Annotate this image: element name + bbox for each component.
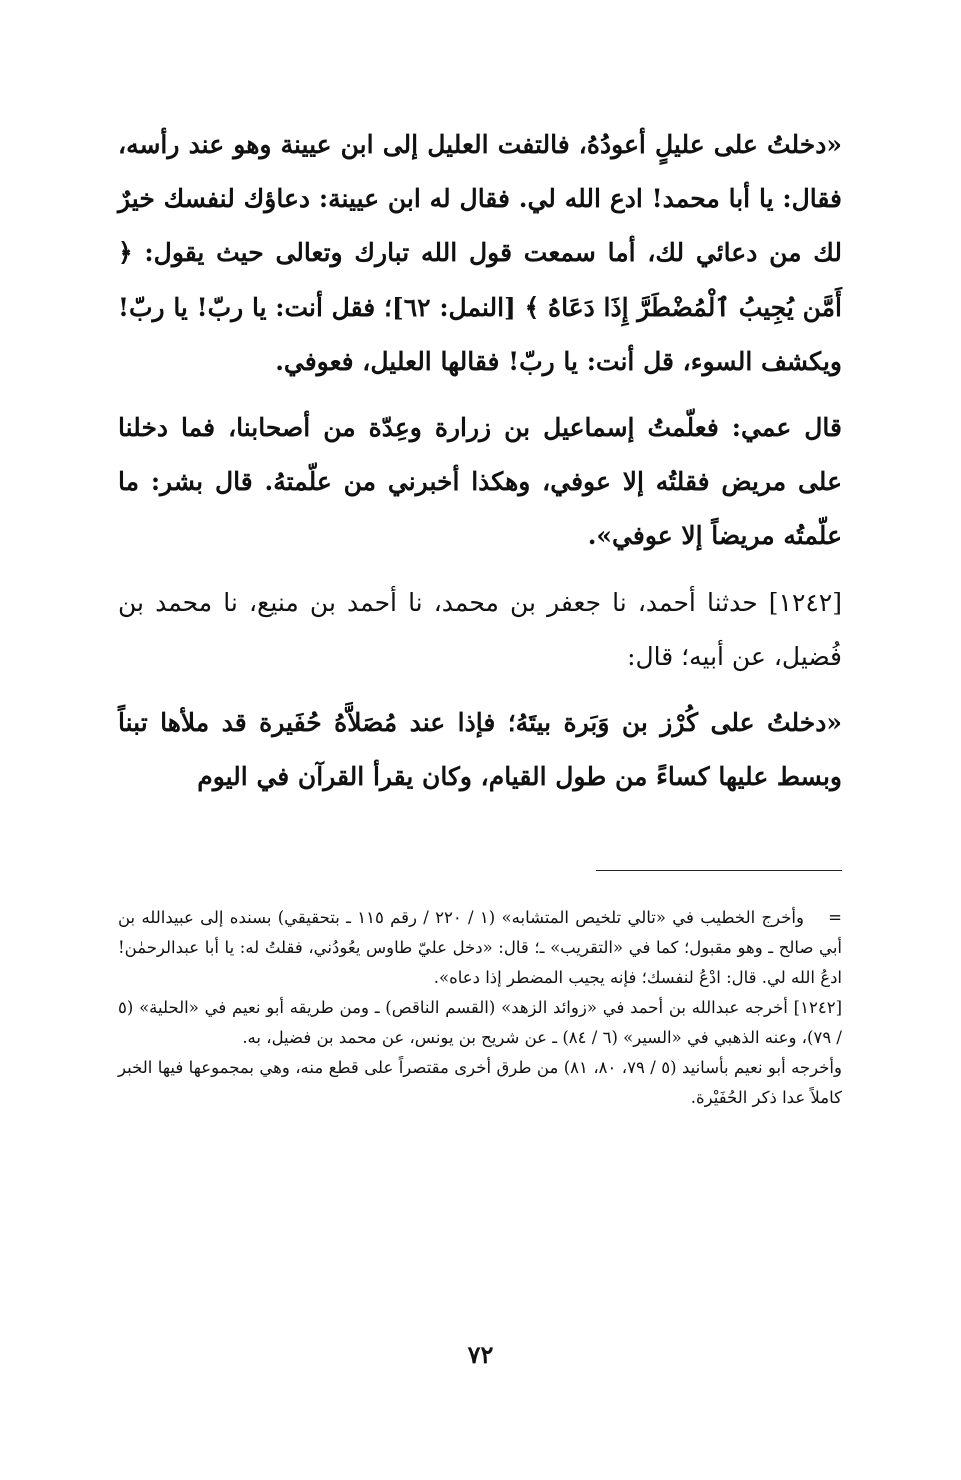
paragraph-quote-3: «دخلتُ على كُرْز بن وَبَرة بيتَهُ؛ فإذا عند مُصَلاَّهُ حُفَيرة قد ملأها تبناً وبسط عليها كساءً من طول القيام، وكان يقرأ القرآن في اليوم [118, 708, 842, 792]
paragraph-quote-2: قال عمي: فعلّمتُ إسماعيل بن زرارة وعِدّة من أصحابنا، فما دخلنا على مريض فقلتُه إلا عوفي، وهكذا أخبرني من علّمتهُ. قال بشر: ما علّمتُه مريضاً إلا عوفي». [118, 413, 842, 551]
paragraph-quote-1: «دخلتُ على عليلٍ أعودُهُ، فالتفت العليل إلى ابن عيينة وهو عند رأسه، فقال: يا أبا محمد! ادع الله لي. فقال له ابن عيينة: دعاؤك لنفسك خيرٌ لك من دعائي لك، أما سمعت قول الله تبارك وتعالى حيث يقول: ﴿ أَمَّن يُجِيبُ ٱلْمُضْطَرَّ إِذَا دَعَاهُ ﴾ [النمل: ٦٢]؛ فقل أنت: يا ربّ! يا ربّ! ويكشف السوء، قل أنت: يا ربّ! فقالها العليل، فعوفي. [118, 130, 842, 376]
footnote-2: [١٢٤٢] أخرجه عبدالله بن أحمد في «زوائد الزهد» (القسم الناقص) ـ ومن طريقه أبو نعيم في «الحلية» (٥ / ٧٩)، وعنه الذهبي في «السير» (٦ / ٨٤) ـ عن شريح بن يونس، عن محمد بن فضيل، به. [118, 998, 842, 1047]
continuation-marker: = [828, 908, 842, 927]
page-number: ٧٢ [467, 1340, 494, 1369]
footnote-1-text: وأخرج الخطيب في «تالي تلخيص المتشابه» (١ / ٢٢٠ / رقم ١١٥ ـ بتحقيقي) بسنده إلى عبيدالله بن أبي صالح ـ وهو مقبول؛ كما في «التقريب» ـ؛ قال: «دخل عليّ طاوس يعُودُني، فقلتُ له: يا أبا عبدالرحمٰن! ادعُ الله لي. قال: ادْعُ لنفسك؛ فإنه يجيب المضطر إذا دعاه». [118, 908, 842, 987]
paragraph-isnad: [١٢٤٢] حدثنا أحمد، نا جعفر بن محمد، نا أحمد بن منيع، نا محمد بن فُضيل، عن أبيه؛ قال: [118, 587, 842, 671]
footnote-1 [118, 903, 842, 993]
main-text [118, 118, 842, 804]
footnotes [118, 903, 842, 1113]
footnote-3: وأخرجه أبو نعيم بأسانيد (٥ / ٧٩، ٨٠، ٨١) من طرق أخرى مقتصراً على قطع منه، وهي بمجموعها فيها الخبر كاملاً عدا ذكر الحُفَيْرة. [118, 1058, 842, 1107]
footnote-divider [596, 870, 842, 871]
